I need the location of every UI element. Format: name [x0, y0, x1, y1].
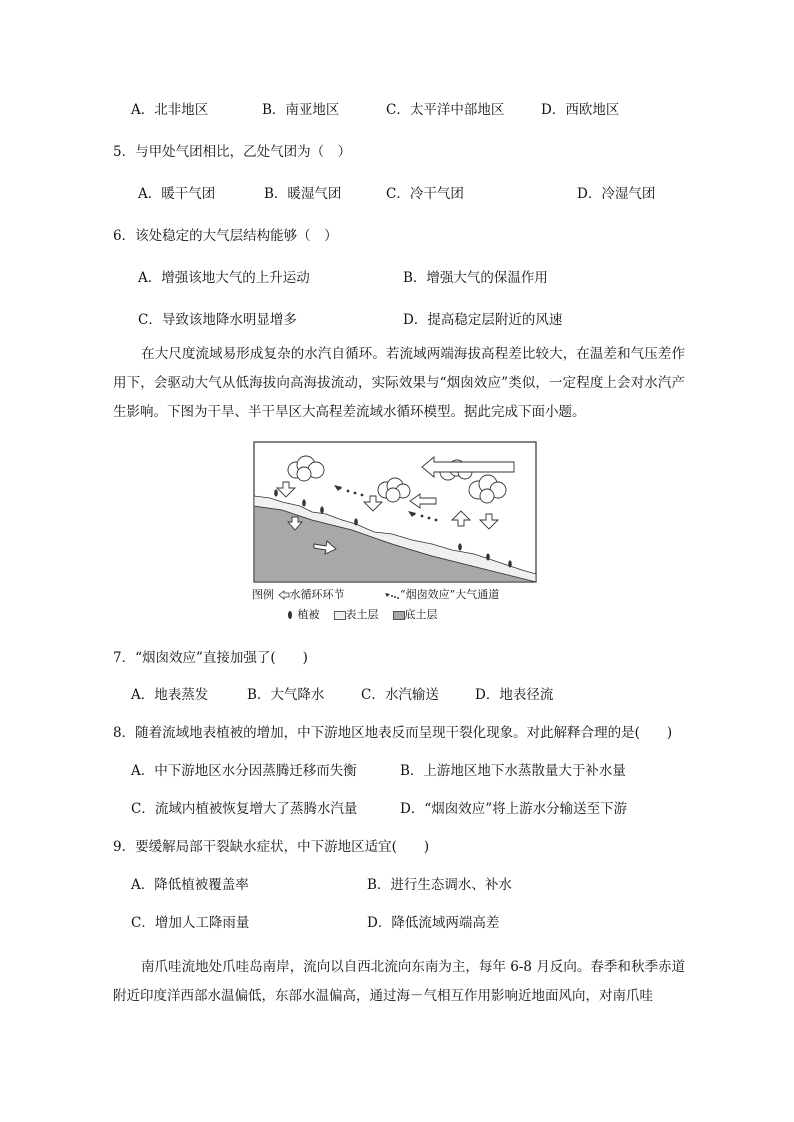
q7-stem: 7．“烟囱效应”直接加强了( ) [113, 650, 308, 666]
q9-option-b: B．进行生态调水、补水 [367, 877, 512, 893]
vegetation-icon [486, 553, 490, 560]
q4-option-a: A．北非地区 [131, 102, 209, 118]
passage-south-java-current [113, 953, 685, 1011]
q7-option-c: C．水汽输送 [361, 687, 439, 703]
q6-option-b: B．增强大气的保温作用 [403, 270, 548, 286]
vegetation-icon [354, 518, 358, 525]
legend-topsoil: 表土层 [345, 608, 379, 621]
vegetation-icon [458, 543, 462, 550]
q5-option-d: D．冷湿气团 [577, 186, 656, 202]
q4-option-b: B．南亚地区 [262, 102, 340, 118]
legend-vegetation: 植被 [297, 608, 320, 621]
vegetation-icon [274, 489, 278, 496]
q9-option-c: C．增加人工降雨量 [131, 915, 250, 931]
q8-option-b: B．上游地区地下水蒸散量大于补水量 [400, 763, 626, 779]
q8-option-c: C．流域内植被恢复增大了蒸腾水汽量 [131, 801, 358, 817]
q8-option-d: D．“烟囱效应”将上游水分输送至下游 [400, 801, 628, 817]
hollow-arrow-icon [278, 590, 290, 600]
passage-chimney-effect [113, 340, 685, 427]
q5-stem: 5．与甲处气团相比，乙处气团为（ ） [113, 144, 352, 160]
vegetation-icon [302, 499, 306, 506]
legend-chimney: “烟囱效应”大气通道 [400, 588, 500, 601]
q7-option-d: D．地表径流 [475, 687, 554, 703]
q4-option-d: D．西欧地区 [541, 102, 620, 118]
topsoil-legend-swatch [334, 611, 346, 620]
water-cycle-model-svg [252, 440, 538, 586]
q7-option-b: B．大气降水 [247, 687, 325, 703]
q9-option-a: A．降低植被覆盖率 [131, 877, 249, 893]
q9-stem: 9．要缓解局部干裂缺水症状，中下游地区适宜( ) [113, 839, 430, 855]
passage-south-java-current-text: 南爪哇流地处爪哇岛南岸，流向以自西北流向东南为主，每年 6-8 月反向。春季和秋季赤道附近印度洋西部水温偏低，东部水温偏高，通过海－气相互作用影响近地面风向，对南爪哇 [113, 959, 685, 1004]
q5-option-a: A．暖干气团 [138, 186, 216, 202]
subsoil-legend-swatch [393, 611, 405, 620]
legend-chimney-item [384, 587, 499, 603]
legend-title: 图例 [252, 588, 274, 601]
vegetation-icon [320, 506, 324, 513]
q5-option-c: C．冷干气团 [386, 186, 464, 202]
q6-option-d: D．提高稳定层附近的风速 [403, 312, 563, 328]
q8-option-a: A．中下游地区水分因蒸腾迁移而失衡 [131, 763, 357, 779]
q4-option-c: C．太平洋中部地区 [386, 102, 505, 118]
vegetation-legend-icon [286, 609, 294, 621]
q6-option-a: A．增强该地大气的上升运动 [138, 270, 310, 286]
vegetation-icon [508, 560, 512, 567]
legend-subsoil: 底土层 [404, 608, 438, 621]
q6-stem: 6．该处稳定的大气层结构能够（ ） [113, 228, 338, 244]
water-cycle-diagram [252, 440, 538, 586]
q7-option-a: A．地表蒸发 [131, 687, 209, 703]
q9-option-d: D．降低流域两端高差 [367, 915, 500, 931]
dotted-arrow-icon [384, 590, 400, 600]
legend-row-2 [286, 607, 438, 623]
q6-option-c: C．导致该地降水明显增多 [138, 312, 297, 328]
q5-option-b: B．暖湿气团 [264, 186, 342, 202]
legend-row-1 [252, 587, 345, 603]
passage-chimney-effect-text: 在大尺度流域易形成复杂的水汽自循环。若流域两端海拔高程差比较大，在温差和气压差作用下，会驱动大气从低海拔向高海拔流动，实际效果与“烟囱效应”类似，一定程度上会对水汽产生影响。下图为干旱、半干旱区大高程差流域水循环模型。据此完成下面小题。 [113, 346, 685, 420]
q8-stem: 8．随着流域地表植被的增加，中下游地区地表反而呈现干裂化现象。对此解释合理的是( ) [113, 725, 673, 741]
legend-water-cycle: 水循环环节 [289, 588, 345, 601]
